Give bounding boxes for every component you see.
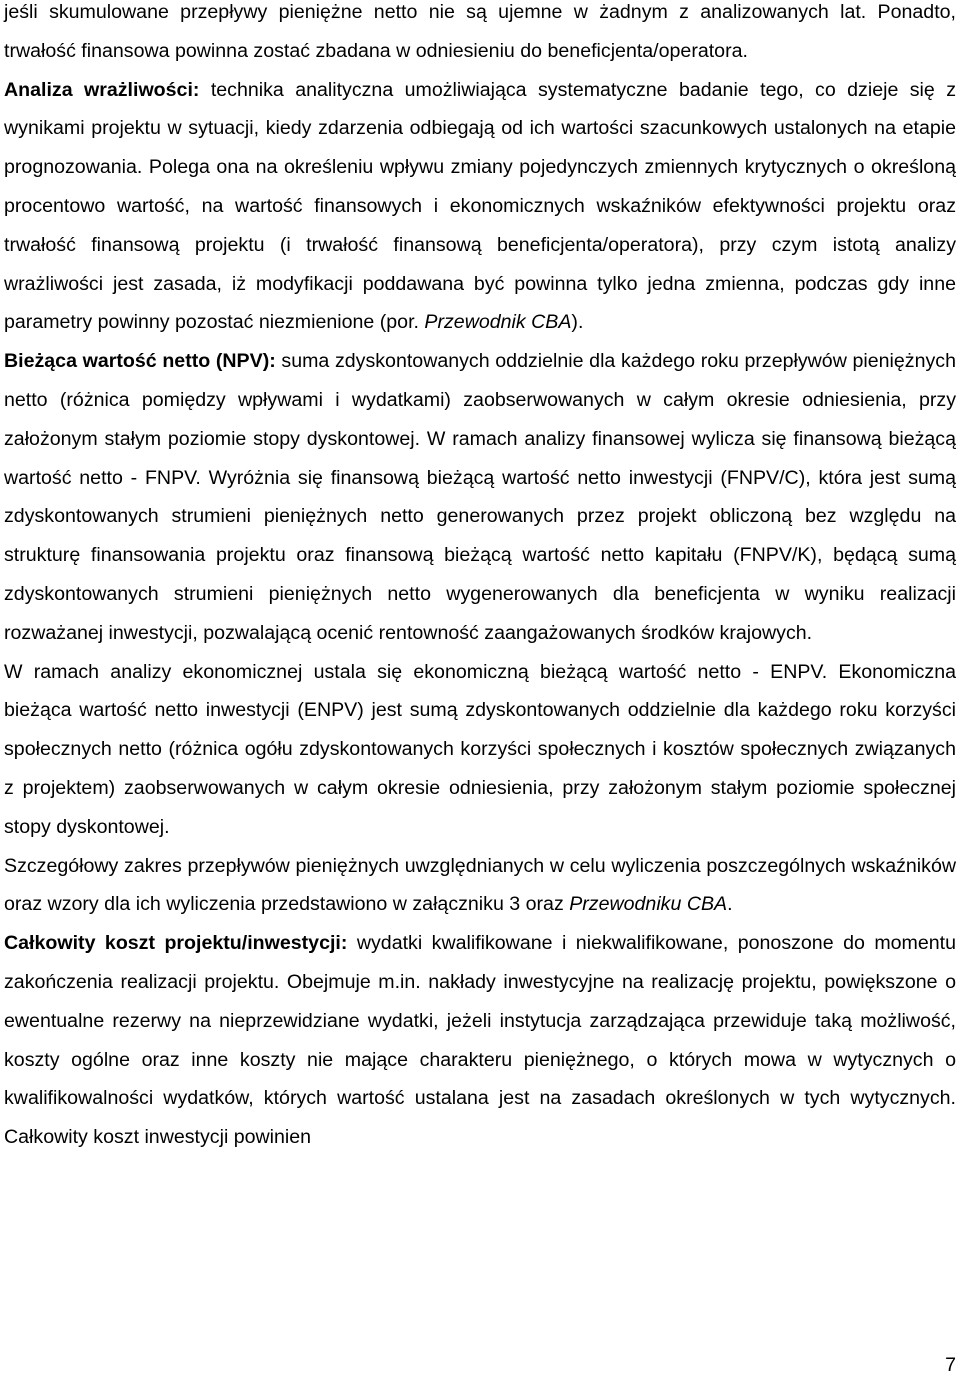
- paragraph-npv: [4, 342, 956, 652]
- paragraph-text: suma zdyskontowanych oddzielnie dla każdego roku przepływów pieniężnych netto (różnica pomiędzy wpływami i wydatkami) zaobserwowanych w całym okresie odniesienia, przy założonym stałym poziomie stopy dyskontowej. W ramach analizy finansowej wylicza się finansową bieżącą wartość netto - FNPV. Wyróżnia się finansową bieżącą wartość netto inwestycji (FNPV/C), która jest sumą zdyskontowanych strumieni pieniężnych netto generowanych przez projekt obliczoną bez względu na strukturę finansowania projektu oraz finansową bieżącą wartość netto kapitału (FNPV/K), będącą sumą zdyskontowanych strumieni pieniężnych netto wygenerowanych dla beneficjenta w wyniku realizacji rozważanej inwestycji, pozwalającą ocenić rentowność zaangażowanych środków krajowych.: [4, 350, 956, 644]
- paragraph-cash-flow-continuation: [4, 0, 956, 71]
- reference-cba-guide: Przewodnik CBA: [424, 311, 572, 334]
- page-number: 7: [945, 1354, 956, 1376]
- term-total-cost: Całkowity koszt projektu/inwestycji:: [4, 932, 348, 955]
- paragraph-text: W ramach analizy ekonomicznej ustala się ekonomiczną bieżącą wartość netto - ENPV. Ekonomiczna bieżąca wartość netto inwestycji (ENPV) jest sumą zdyskontowanych oddzielnie dla każdego roku korzyści społecznych netto (różnica ogółu zdyskontowanych korzyści społecznych i kosztów społecznych związanych z projektem) zaobserwowanych w całym okresie odniesienia, przy założonym stałym poziomie społecznej stopy dyskontowej.: [4, 660, 956, 838]
- paragraph-text: Szczegółowy zakres przepływów pieniężnych uwzględnianych w celu wyliczenia poszczególnych wskaźników oraz wzory dla ich wyliczenia przedstawiono w załączniku 3 oraz: [4, 854, 956, 916]
- reference-cba-guide: Przewodniku CBA: [569, 893, 728, 916]
- document-page: [4, 0, 956, 1157]
- paragraph-sensitivity-analysis: [4, 71, 956, 343]
- paragraph-text: jeśli skumulowane przepływy pieniężne netto nie są ujemne w żadnym z analizowanych lat. Ponadto, trwałość finansowa powinna zostać zbadana w odniesieniu do beneficjenta/operatora.: [4, 1, 956, 62]
- paragraph-text: wydatki kwalifikowane i niekwalifikowane, ponoszone do momentu zakończenia realizacji projektu. Obejmuje m.in. nakłady inwestycyjne na realizację projektu, powiększone o ewentualne rezerwy na nieprzewidziane wydatki, jeżeli instytucja zarządzająca przewiduje taką możliwość, koszty ogólne oraz inne koszty nie mające charakteru pieniężnego, o których mowa w wytycznych o kwalifikowalności wydatków, których wartość ustalana jest na zasadach określonych w tych wytycznych. Całkowity koszt inwestycji powinien: [4, 932, 956, 1149]
- paragraph-tail: ).: [571, 311, 584, 334]
- paragraph-tail: .: [727, 893, 733, 916]
- paragraph-total-cost: [4, 924, 956, 1157]
- paragraph-enpv: [4, 653, 956, 847]
- term-npv: Bieżąca wartość netto (NPV):: [4, 350, 276, 373]
- term-sensitivity-analysis: Analiza wrażliwości:: [4, 78, 200, 101]
- paragraph-cash-flow-scope: [4, 847, 956, 925]
- paragraph-text: technika analityczna umożliwiająca systematyczne badanie tego, co dzieje się z wynikami projektu w sytuacji, kiedy zdarzenia odbiegają od ich wartości szacunkowych ustalonych na etapie prognozowania. Polega ona na określeniu wpływu zmiany pojedynczych zmiennych krytycznych o określoną procentowo wartość, na wartość finansowych i ekonomicznych wskaźników efektywności projektu oraz trwałość finansową projektu (i trwałość finansową beneficjenta/operatora), przy czym istotą analizy wrażliwości jest zasada, iż modyfikacji poddawana być powinna tylko jedna zmienna, podczas gdy inne parametry powinny pozostać niezmienione (por.: [4, 78, 956, 334]
